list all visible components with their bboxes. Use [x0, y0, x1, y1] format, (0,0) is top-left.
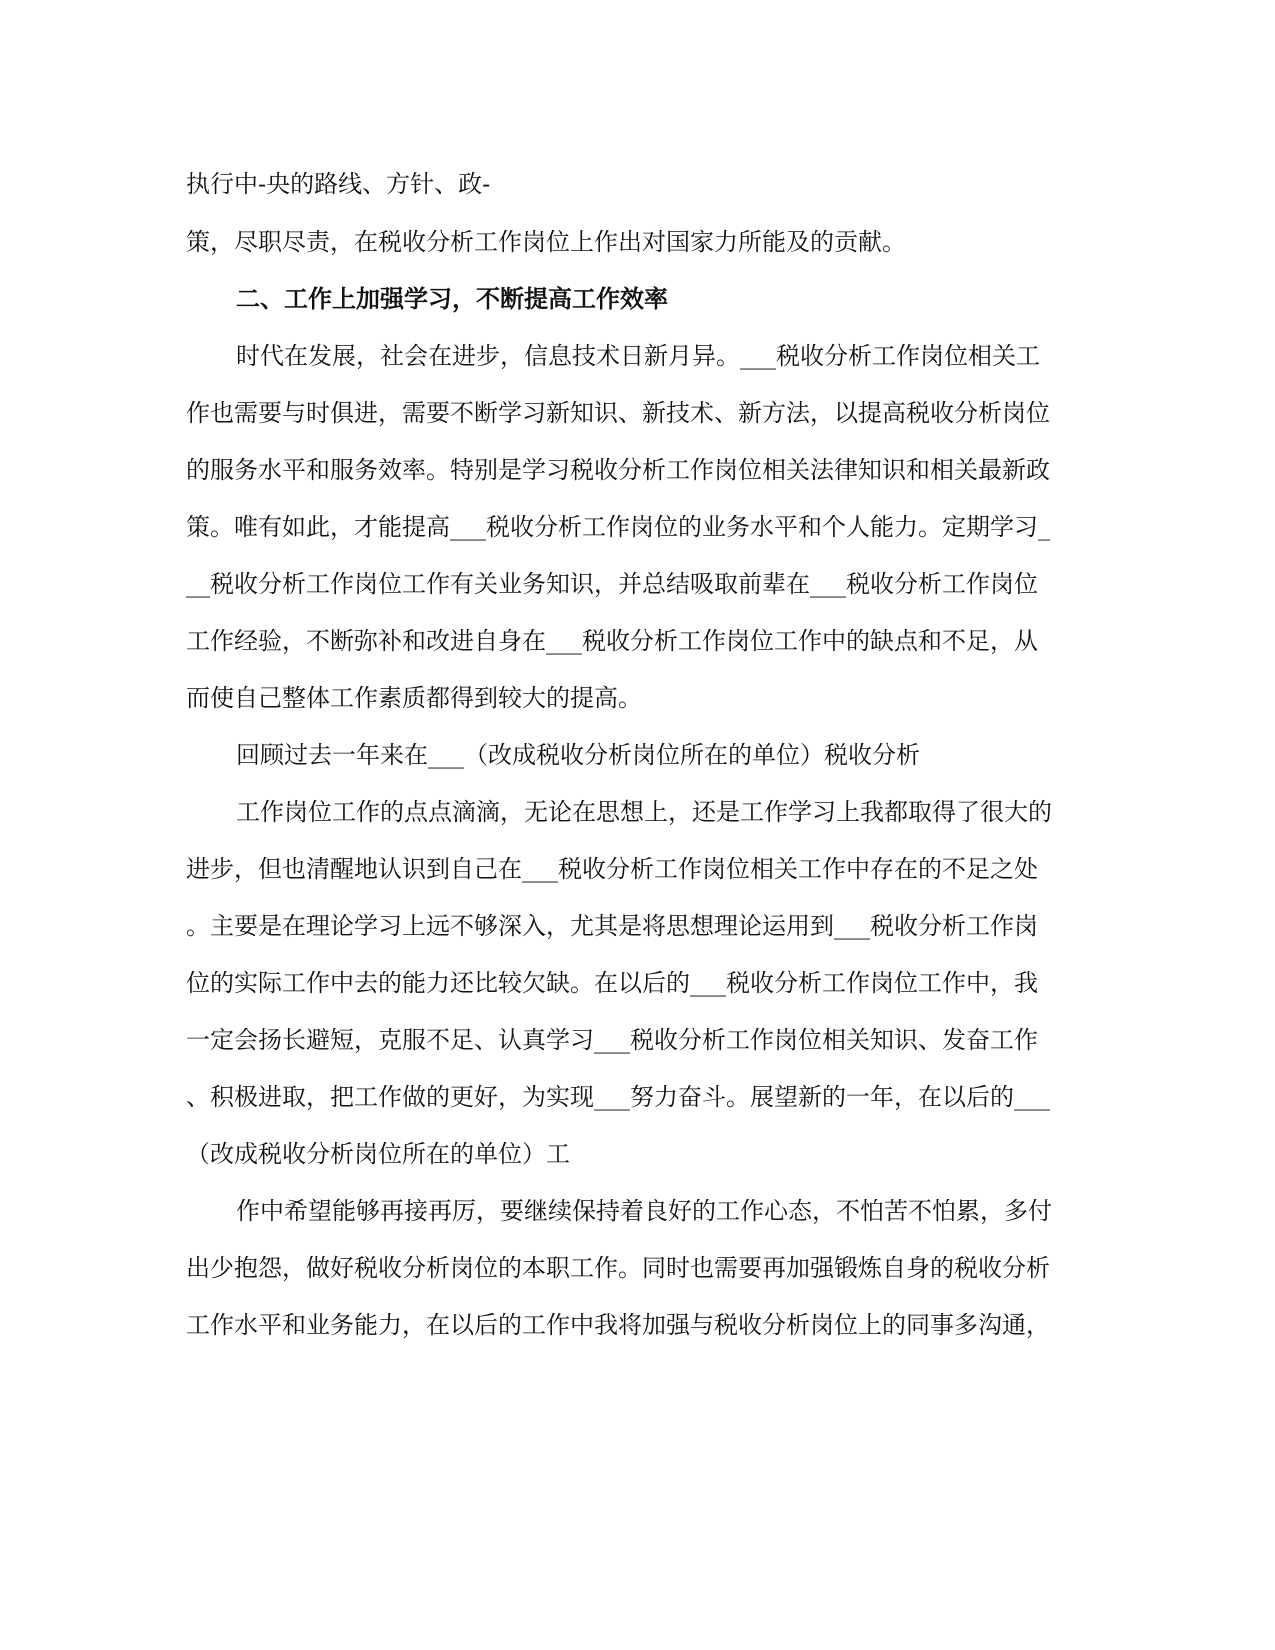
- text-line: 策。唯有如此，才能提高___税收分析工作岗位的业务水平和个人能力。定期学习_: [186, 513, 1050, 541]
- text-line: 进步，但也清醒地认识到自己在___税收分析工作岗位相关工作中存在的不足之处: [186, 855, 1038, 883]
- text-line: 工作经验，不断弥补和改进自身在___税收分析工作岗位工作中的缺点和不足，从: [186, 627, 1038, 655]
- text-line: （改成税收分析岗位所在的单位）工: [186, 1140, 570, 1168]
- text-line: 工作岗位工作的点点滴滴，无论在思想上，还是工作学习上我都取得了很大的: [236, 798, 1052, 826]
- text-line: 一定会扬长避短，克服不足、认真学习___税收分析工作岗位相关知识、发奋工作: [186, 1026, 1038, 1054]
- text-line: 出少抱怨，做好税收分析岗位的本职工作。同时也需要再加强锻炼自身的税收分析: [186, 1254, 1050, 1282]
- text-line: 、积极进取，把工作做的更好，为实现___努力奋斗。展望新的一年，在以后的___: [186, 1083, 1050, 1111]
- text-line: 的服务水平和服务效率。特别是学习税收分析工作岗位相关法律知识和相关最新政: [186, 456, 1050, 484]
- text-line: 而使自己整体工作素质都得到较大的提高。: [186, 684, 642, 712]
- text-line: 执行中-央的路线、方针、政-: [186, 170, 491, 198]
- text-line: 作中希望能够再接再厉，要继续保持着良好的工作心态，不怕苦不怕累，多付: [236, 1197, 1052, 1225]
- text-line: 位的实际工作中去的能力还比较欠缺。在以后的___税收分析工作岗位工作中，我: [186, 969, 1038, 997]
- text-line: __税收分析工作岗位工作有关业务知识，并总结吸取前辈在___税收分析工作岗位: [186, 570, 1038, 598]
- text-line: 策，尽职尽责，在税收分析工作岗位上作出对国家力所能及的贡献。: [186, 228, 906, 256]
- text-line: 时代在发展，社会在进步，信息技术日新月异。___税收分析工作岗位相关工: [236, 342, 1040, 370]
- text-line: 作也需要与时俱进，需要不断学习新知识、新技术、新方法，以提高税收分析岗位: [186, 399, 1050, 427]
- text-line: 工作水平和业务能力，在以后的工作中我将加强与税收分析岗位上的同事多沟通，: [186, 1311, 1050, 1339]
- text-line: 。主要是在理论学习上远不够深入，尤其是将思想理论运用到___税收分析工作岗: [186, 912, 1038, 940]
- section-heading: 二、工作上加强学习，不断提高工作效率: [236, 284, 668, 313]
- text-line: 回顾过去一年来在___（改成税收分析岗位所在的单位）税收分析: [236, 741, 920, 769]
